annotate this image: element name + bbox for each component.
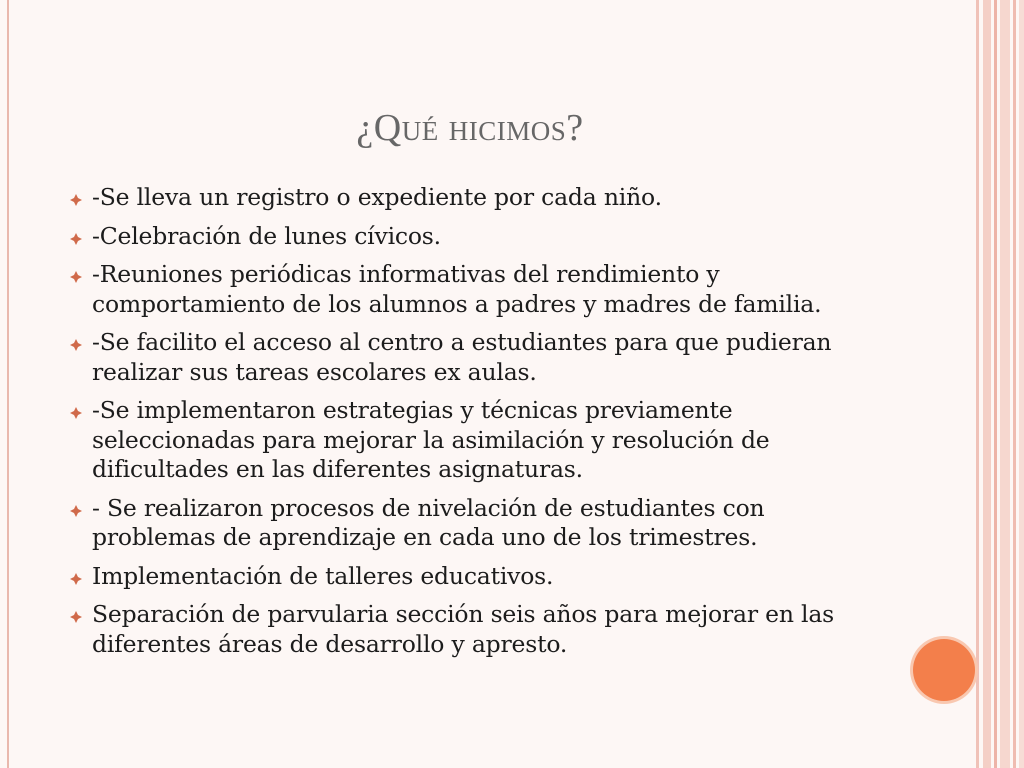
list-item-text: -Se facilito el acceso al centro a estudiantes para que pudieran realizar sus tareas escolares ex aulas. (92, 328, 832, 386)
diamond-bullet-icon (70, 407, 82, 419)
list-item-text: - Se realizaron procesos de nivelación de estudiantes con problemas de aprendizaje en cada uno de los trimestres. (92, 493, 765, 551)
right-stripe (983, 0, 991, 768)
decorative-circle (913, 639, 975, 701)
diamond-bullet-icon (70, 339, 82, 351)
list-item (64, 328, 874, 387)
list-item (64, 260, 874, 319)
list-item-text: Implementación de talleres educativos. (92, 561, 554, 590)
slide-title: ¿Qué hicimos? (356, 107, 584, 149)
diamond-bullet-icon (70, 194, 82, 206)
diamond-bullet-icon (70, 271, 82, 283)
right-stripe (1013, 0, 1016, 768)
diamond-bullet-icon (70, 233, 82, 245)
list-item-text: Separación de parvularia sección seis años para mejorar en las diferentes áreas de desarrollo y apresto. (92, 600, 835, 658)
list-item (64, 600, 874, 659)
right-stripe (1019, 0, 1024, 768)
bullet-list (64, 183, 874, 668)
list-item (64, 562, 874, 592)
list-item-text: -Se implementaron estrategias y técnicas previamente seleccionadas para mejorar la asimilación y resolución de dificultades en las diferentes asignaturas. (92, 396, 770, 483)
diamond-bullet-icon (70, 505, 82, 517)
right-stripe (1000, 0, 1010, 768)
list-item-text: -Reuniones periódicas informativas del rendimiento y comportamiento de los alumnos a padres y madres de familia. (92, 260, 822, 318)
list-item (64, 396, 874, 485)
right-stripe (994, 0, 997, 768)
right-stripe (976, 0, 979, 768)
list-item (64, 222, 874, 252)
list-item-text: -Se lleva un registro o expediente por cada niño. (92, 183, 662, 211)
list-item-text: -Celebración de lunes cívicos. (92, 221, 441, 250)
list-item (64, 494, 874, 553)
list-item (64, 183, 874, 213)
diamond-bullet-icon (70, 611, 82, 623)
diamond-bullet-icon (70, 573, 82, 585)
